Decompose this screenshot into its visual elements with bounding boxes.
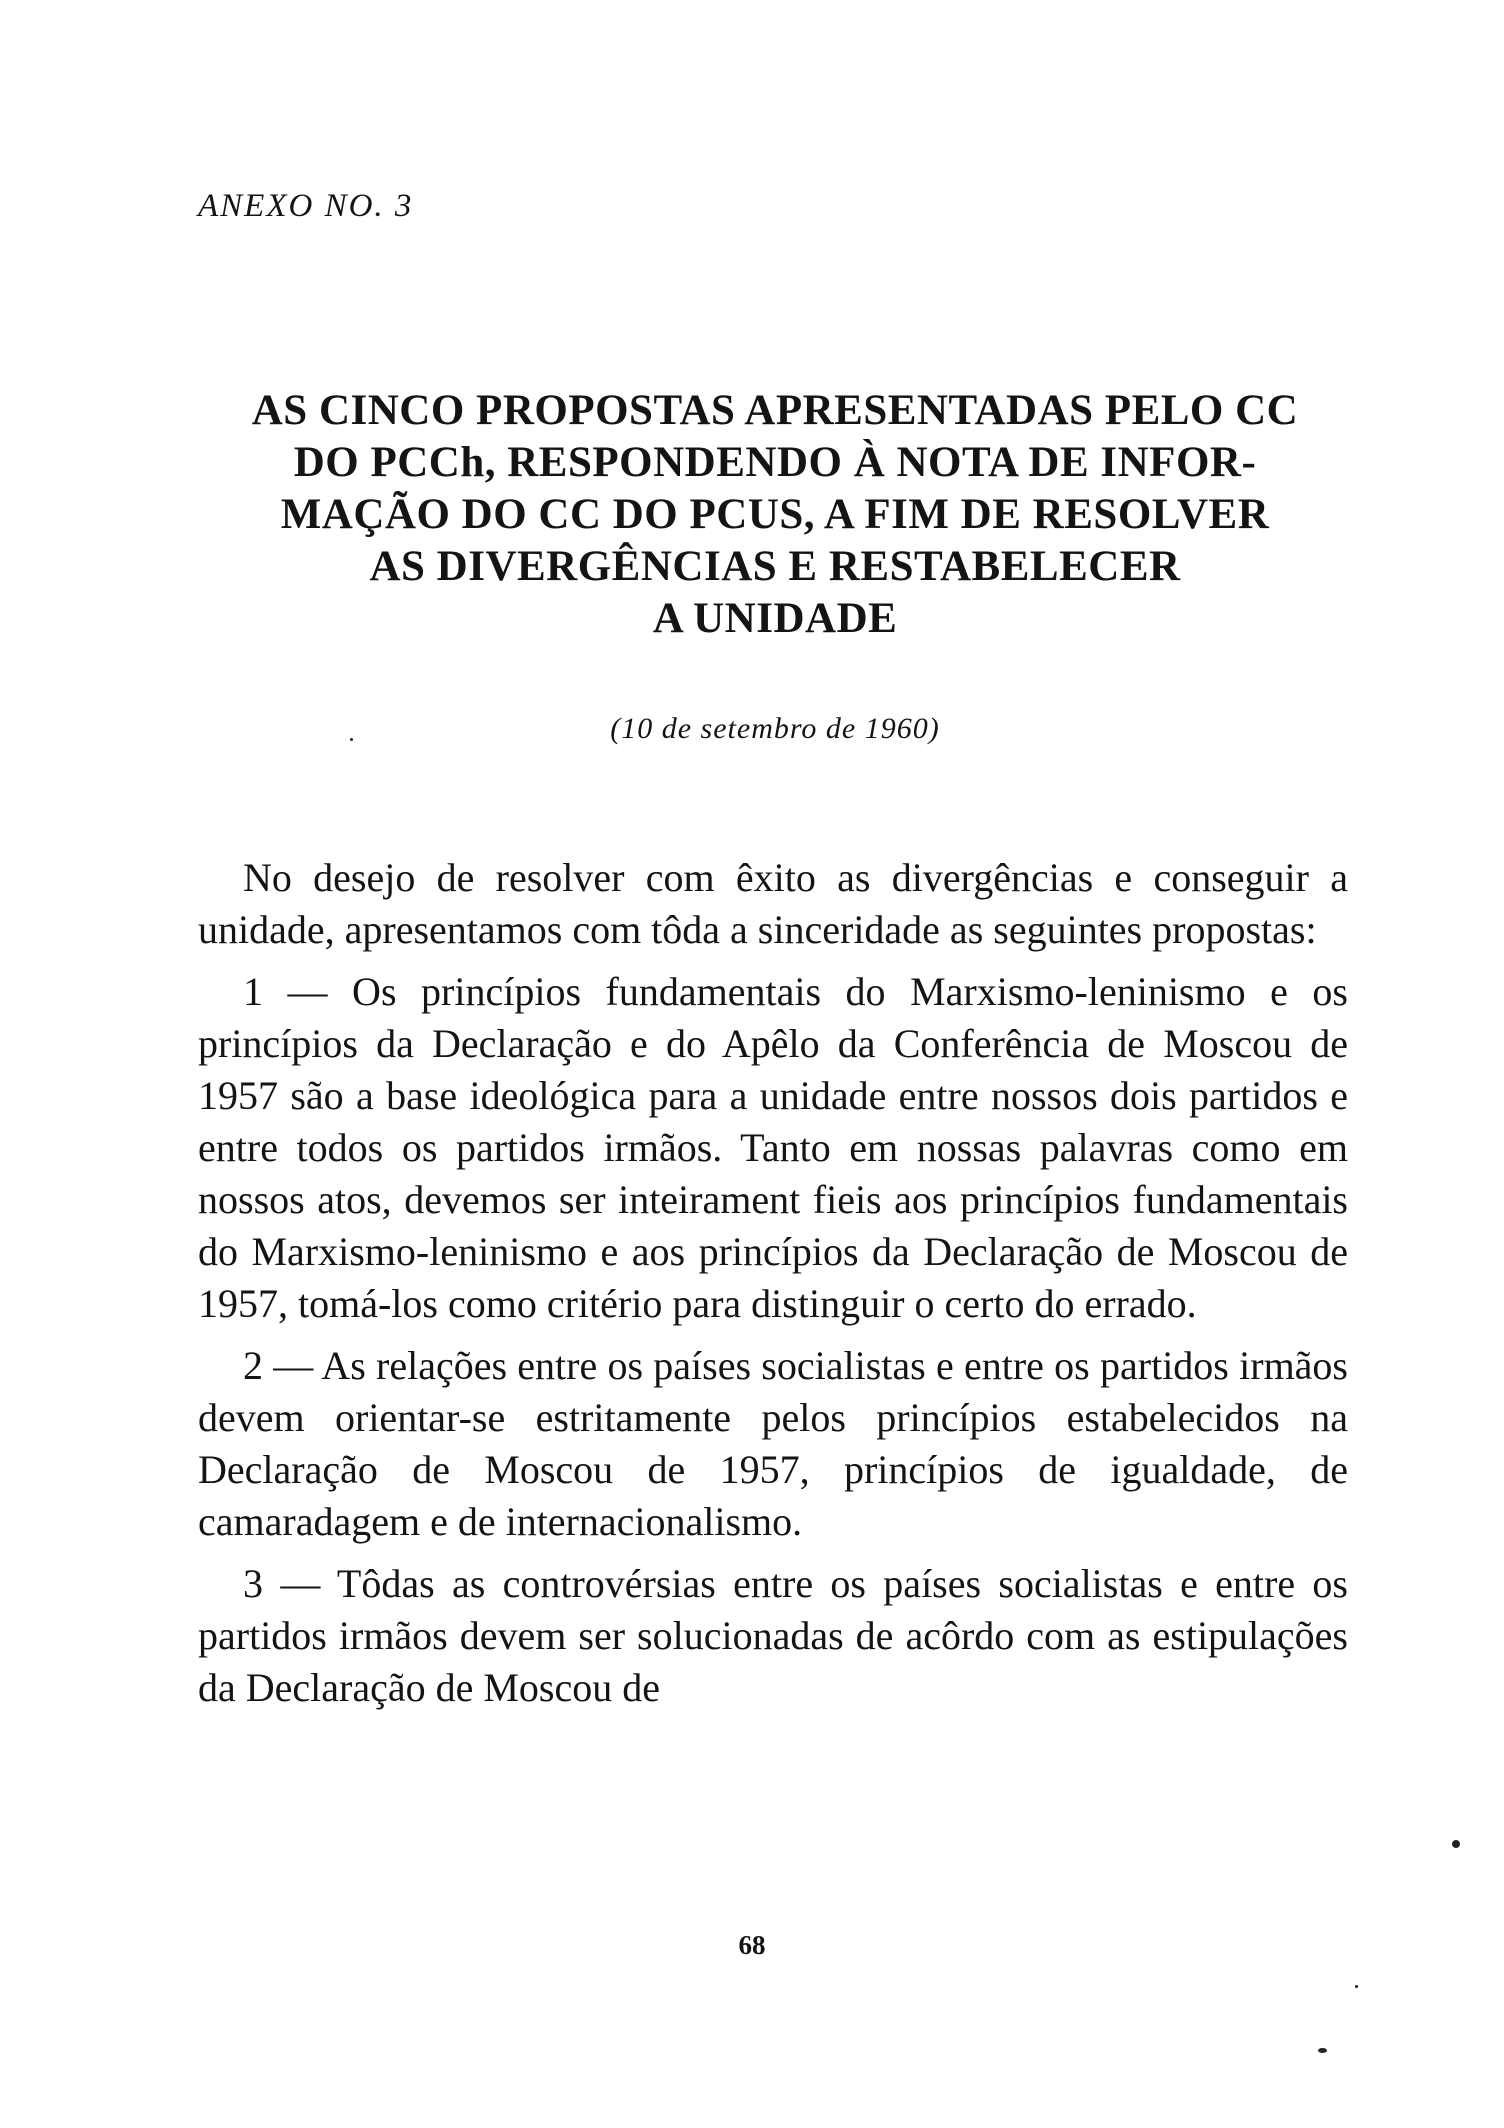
document-date: (10 de setembro de 1960) <box>610 712 940 745</box>
scan-speck <box>350 738 353 741</box>
page-number: 68 <box>738 1930 766 1960</box>
proposal-1-paragraph: 1 — Os princípios fundamentais do Marxismo-leninismo e os princípios da Declaração e do Apêlo da Conferência de Moscou de 1957 são a base ideológica para a unidade entre nossos dois partidos e entre todos os partidos irmãos. Tanto em nossas palavras como em nossos atos, devemos ser inteirament fieis aos princípios fundamentais do Marxismo-leninismo e aos princípios da Declaração de Moscou de 1957, tomá-los como critério para distinguir o certo do errado. <box>198 969 1348 1326</box>
scan-speck <box>1355 1985 1358 1988</box>
annex-label: ANEXO NO. 3 <box>198 188 414 224</box>
title-line: AS DIVERGÊNCIAS E RESTABELECER <box>369 543 1181 590</box>
proposal-2-paragraph: 2 — As relações entre os países socialistas e entre os partidos irmãos devem orientar-se estritamente pelos princípios estabelecidos na Declaração de Moscou de 1957, princípios de igualdade, de camaradagem e de internacionalismo. <box>198 1343 1348 1544</box>
title-line: MAÇÃO DO CC DO PCUS, A FIM DE RESOLVER <box>280 491 1270 538</box>
intro-paragraph: No desejo de resolver com êxito as divergências e conseguir a unidade, apresentamos com tôda a sinceridade as seguintes propostas: <box>198 855 1348 952</box>
document-body <box>198 852 1348 1714</box>
document-title <box>190 385 1360 645</box>
proposal-3-paragraph: 3 — Tôdas as controvérsias entre os países socialistas e entre os partidos irmãos devem ser solucionadas de acôrdo com as estipulações da Declaração de Moscou de <box>198 1561 1348 1710</box>
title-line: DO PCCh, RESPONDENDO À NOTA DE INFOR- <box>293 439 1257 486</box>
scan-speck <box>1318 2048 1327 2053</box>
title-line: A UNIDADE <box>652 595 898 642</box>
title-line: AS CINCO PROPOSTAS APRESENTADAS PELO CC <box>251 387 1299 434</box>
scan-speck <box>1452 1840 1460 1848</box>
